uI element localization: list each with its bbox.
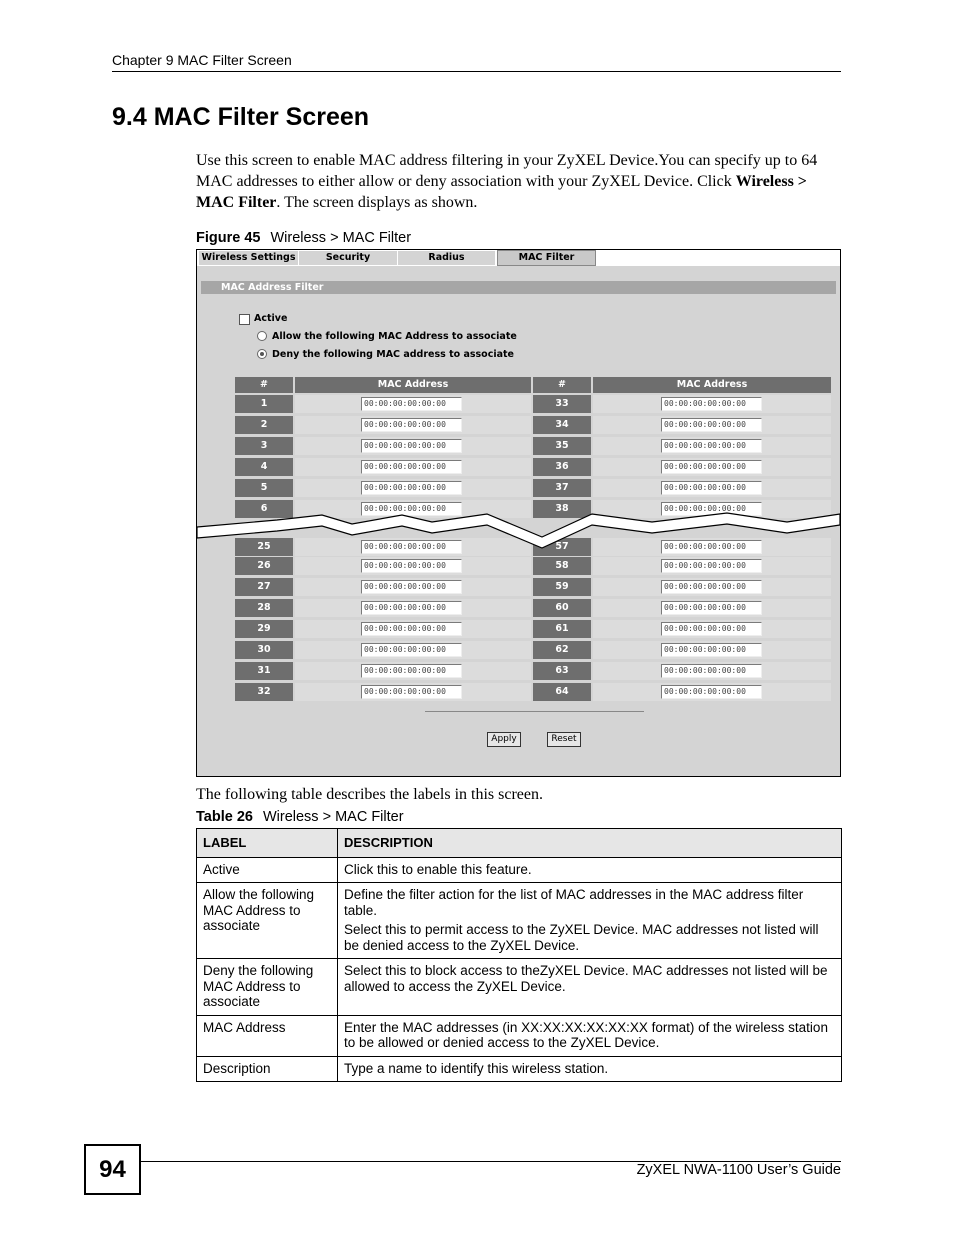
mac-address-input[interactable]: 00:00:00:00:00:00 — [361, 540, 462, 554]
active-label: Active — [254, 313, 288, 324]
figure-caption — [196, 230, 411, 246]
mac-address-input[interactable]: 00:00:00:00:00:00 — [661, 685, 762, 699]
row-number: 5 — [235, 479, 293, 497]
panel-title: MAC Address Filter — [201, 281, 836, 294]
row-number: 25 — [235, 538, 293, 556]
row-label: MAC Address — [197, 1015, 338, 1056]
row-number: 38 — [533, 500, 591, 518]
mac-address-input[interactable]: 00:00:00:00:00:00 — [361, 439, 462, 453]
row-number: 29 — [235, 620, 293, 638]
header-description: DESCRIPTION — [338, 829, 842, 858]
row-number: 33 — [533, 395, 591, 413]
row-number: 59 — [533, 578, 591, 596]
mac-cell — [593, 599, 831, 617]
mac-address-input[interactable]: 00:00:00:00:00:00 — [661, 418, 762, 432]
mac-address-input[interactable]: 00:00:00:00:00:00 — [661, 502, 762, 516]
tab-wireless-settings[interactable]: Wireless Settings — [199, 251, 299, 265]
col-mac-right: MAC Address — [593, 377, 831, 393]
torn-break-graphic — [197, 510, 840, 560]
mac-cell — [295, 395, 531, 413]
mac-address-input[interactable]: 00:00:00:00:00:00 — [361, 559, 462, 573]
mac-cell — [593, 458, 831, 476]
mac-cell — [295, 479, 531, 497]
mac-cell — [593, 395, 831, 413]
header-label: LABEL — [197, 829, 338, 858]
mac-cell — [295, 458, 531, 476]
mac-cell — [593, 416, 831, 434]
col-num-right: # — [533, 377, 591, 393]
header-rule — [112, 71, 841, 72]
row-number: 26 — [235, 557, 293, 575]
row-number: 36 — [533, 458, 591, 476]
row-number: 4 — [235, 458, 293, 476]
mac-address-input[interactable]: 00:00:00:00:00:00 — [361, 418, 462, 432]
col-mac-left: MAC Address — [295, 377, 531, 393]
description-paragraph: Select this to block access to theZyXEL Device. MAC addresses not listed will be allowed to access the ZyXEL Device. — [344, 963, 828, 994]
mac-address-input[interactable]: 00:00:00:00:00:00 — [361, 502, 462, 516]
mac-cell — [295, 578, 531, 596]
row-label: Active — [197, 857, 338, 883]
description-paragraph: Click this to enable this feature. — [344, 861, 532, 877]
mac-cell — [593, 578, 831, 596]
row-number: 1 — [235, 395, 293, 413]
description-paragraph: Define the filter action for the list of MAC addresses in the MAC address filter table. — [344, 887, 804, 918]
intro-text-before: Use this screen to enable MAC address filtering in your ZyXEL Device.You can specify up to 64 MAC addresses to either allow or deny association with your ZyXEL Device. Click — [196, 152, 818, 190]
mac-address-input[interactable]: 00:00:00:00:00:00 — [661, 540, 762, 554]
mac-address-input[interactable]: 00:00:00:00:00:00 — [661, 601, 762, 615]
row-description — [338, 1056, 842, 1082]
row-number: 62 — [533, 641, 591, 659]
mac-filter-screenshot — [196, 249, 841, 777]
row-number: 27 — [235, 578, 293, 596]
mac-cell — [295, 599, 531, 617]
mac-cell — [295, 620, 531, 638]
mac-cell — [295, 416, 531, 434]
mac-address-input[interactable]: 00:00:00:00:00:00 — [361, 685, 462, 699]
mac-address-input[interactable]: 00:00:00:00:00:00 — [361, 481, 462, 495]
mac-address-input[interactable]: 00:00:00:00:00:00 — [361, 601, 462, 615]
table-caption — [196, 809, 404, 825]
mac-address-input[interactable]: 00:00:00:00:00:00 — [661, 622, 762, 636]
mac-address-input[interactable]: 00:00:00:00:00:00 — [661, 460, 762, 474]
description-paragraph: Select this to permit access to the ZyXEL Device. MAC addresses not listed will be denied access to the ZyXEL Device. — [344, 922, 819, 953]
row-number: 31 — [235, 662, 293, 680]
table-body — [197, 857, 842, 1082]
mac-cell — [295, 437, 531, 455]
tab-bar — [197, 250, 840, 266]
button-separator — [425, 711, 644, 712]
table-row — [197, 959, 842, 1016]
row-number: 3 — [235, 437, 293, 455]
footer-guide-title: ZyXEL NWA-1100 User’s Guide — [636, 1162, 841, 1178]
mac-cell — [593, 437, 831, 455]
mac-address-input[interactable]: 00:00:00:00:00:00 — [361, 664, 462, 678]
description-paragraph: Type a name to identify this wireless station. — [344, 1060, 609, 1076]
table-row — [197, 883, 842, 959]
mac-cell — [295, 662, 531, 680]
row-number: 35 — [533, 437, 591, 455]
mac-cell — [593, 662, 831, 680]
mac-address-input[interactable]: 00:00:00:00:00:00 — [661, 397, 762, 411]
mac-address-input[interactable]: 00:00:00:00:00:00 — [361, 460, 462, 474]
row-label: Allow the following MAC Address to associate — [197, 883, 338, 959]
table-label: Table 26 — [196, 809, 253, 825]
tab-security[interactable]: Security — [299, 251, 398, 265]
running-header: Chapter 9 MAC Filter Screen — [112, 52, 292, 68]
row-number: 57 — [533, 538, 591, 556]
row-number: 32 — [235, 683, 293, 701]
row-number: 58 — [533, 557, 591, 575]
mac-cell — [593, 641, 831, 659]
allow-label: Allow the following MAC Address to associate — [272, 331, 517, 342]
figure-title: Wireless > MAC Filter — [270, 230, 412, 246]
row-description — [338, 883, 842, 959]
mac-address-input[interactable]: 00:00:00:00:00:00 — [661, 439, 762, 453]
row-number: 61 — [533, 620, 591, 638]
mac-cell — [593, 479, 831, 497]
apply-button[interactable]: Apply — [487, 732, 521, 747]
mac-address-input[interactable]: 00:00:00:00:00:00 — [661, 559, 762, 573]
row-number: 63 — [533, 662, 591, 680]
intro-paragraph — [196, 150, 846, 213]
table-title: Wireless > MAC Filter — [262, 809, 404, 825]
mac-cell — [295, 683, 531, 701]
row-description — [338, 959, 842, 1016]
table-header-row — [197, 829, 842, 858]
intro-text-after: . The screen displays as shown. — [276, 194, 478, 211]
allow-radio[interactable] — [257, 331, 267, 341]
row-label: Description — [197, 1056, 338, 1082]
mac-cell — [593, 620, 831, 638]
row-description — [338, 1015, 842, 1056]
description-paragraph: Enter the MAC addresses (in XX:XX:XX:XX:XX:XX format) of the wireless station to be allowed or denied access to the ZyXEL Device. — [344, 1019, 828, 1050]
col-num-left: # — [235, 377, 293, 393]
mac-address-input[interactable]: 00:00:00:00:00:00 — [661, 643, 762, 657]
mac-address-input[interactable]: 00:00:00:00:00:00 — [361, 622, 462, 636]
table-row — [197, 1015, 842, 1056]
row-number: 34 — [533, 416, 591, 434]
row-number: 30 — [235, 641, 293, 659]
mac-cell — [295, 641, 531, 659]
tab-mac-filter[interactable]: MAC Filter — [497, 250, 596, 266]
deny-label: Deny the following MAC address to associate — [272, 349, 514, 360]
deny-radio[interactable] — [257, 349, 267, 359]
section-title: 9.4 MAC Filter Screen — [112, 103, 370, 131]
mac-address-input[interactable]: 00:00:00:00:00:00 — [361, 397, 462, 411]
active-checkbox[interactable] — [239, 314, 250, 325]
mac-cell — [593, 683, 831, 701]
row-number: 64 — [533, 683, 591, 701]
page-number: 94 — [84, 1144, 141, 1195]
row-number: 6 — [235, 500, 293, 518]
tab-radius[interactable]: Radius — [398, 251, 496, 265]
table-row — [197, 1056, 842, 1082]
intro-menu-path: Wireless > MAC Filter — [196, 173, 807, 211]
figure-label: Figure 45 — [196, 230, 261, 246]
mac-address-input[interactable]: 00:00:00:00:00:00 — [661, 580, 762, 594]
row-number: 28 — [235, 599, 293, 617]
label-description-table — [196, 828, 842, 1082]
mac-address-input[interactable]: 00:00:00:00:00:00 — [361, 643, 462, 657]
table-intro: The following table describes the labels in this screen. — [196, 786, 544, 803]
row-description — [338, 857, 842, 883]
reset-button[interactable]: Reset — [547, 732, 581, 747]
mac-address-input[interactable]: 00:00:00:00:00:00 — [661, 481, 762, 495]
mac-address-input[interactable]: 00:00:00:00:00:00 — [361, 580, 462, 594]
table-row — [197, 857, 842, 883]
row-number: 2 — [235, 416, 293, 434]
row-number: 60 — [533, 599, 591, 617]
row-label: Deny the following MAC Address to associate — [197, 959, 338, 1016]
mac-address-input[interactable]: 00:00:00:00:00:00 — [661, 664, 762, 678]
row-number: 37 — [533, 479, 591, 497]
